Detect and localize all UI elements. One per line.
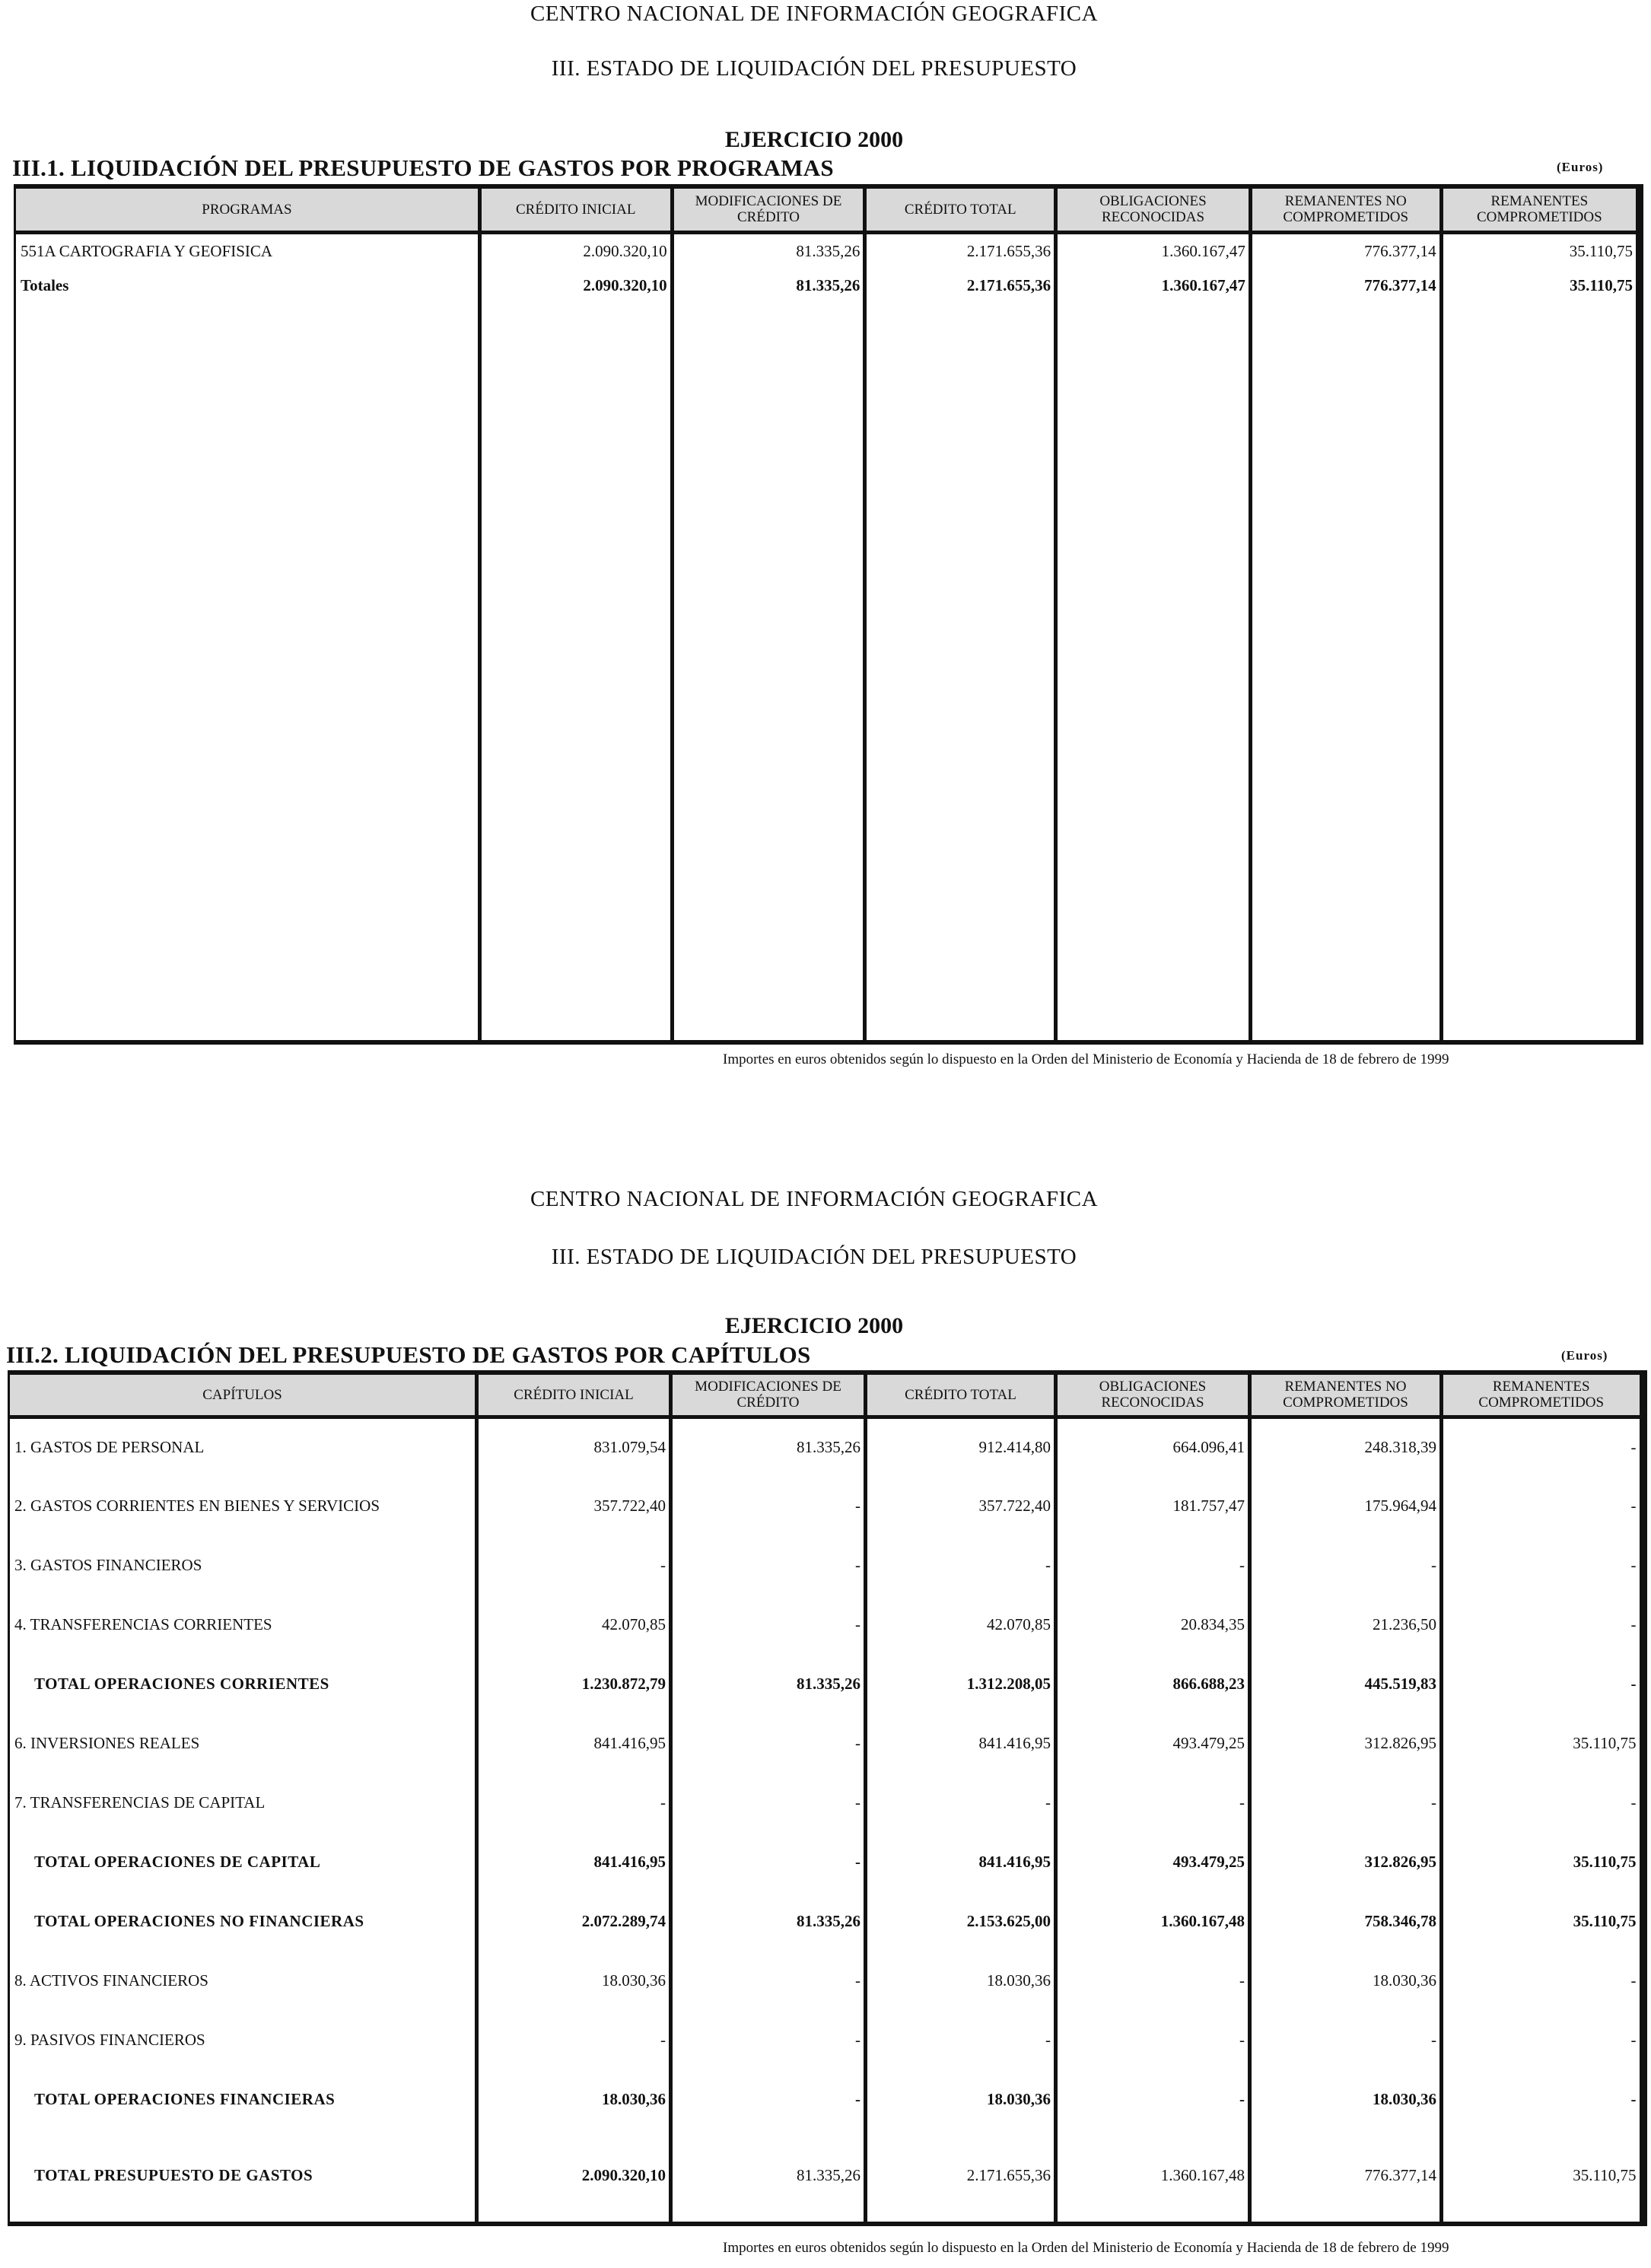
cell-obligaciones: - — [1056, 1951, 1250, 2010]
cell-remanentes-no: 758.346,78 — [1250, 1891, 1442, 1951]
subtotal-row — [9, 1654, 1643, 1713]
col-header-modificaciones: MODIFICACIONES DE CRÉDITO — [671, 1373, 866, 1417]
cell-remanentes-comp: - — [1442, 1417, 1643, 1476]
cell-remanentes-comp: - — [1442, 1535, 1643, 1595]
cell-obligaciones: 866.688,23 — [1056, 1654, 1250, 1713]
col-header-remanentes-comp: REMANENTES COMPROMETIDOS — [1442, 1373, 1643, 1417]
col-header-remanentes-no: REMANENTES NO COMPROMETIDOS — [1250, 186, 1441, 232]
statement-title-2: III. ESTADO DE LIQUIDACIÓN DEL PRESUPUESTO — [551, 1245, 1077, 1269]
empty-filler-row — [15, 302, 1640, 1042]
table-row — [9, 1951, 1643, 2010]
cell-credito-inicial: 1.230.872,79 — [477, 1654, 671, 1713]
cell-credito-total: 18.030,36 — [866, 2069, 1056, 2129]
row-label: Totales — [15, 269, 480, 302]
col-header-capitulos: CAPÍTULOS — [9, 1373, 477, 1417]
grand-total-row — [9, 2129, 1643, 2224]
section-title-programas: III.1. LIQUIDACIÓN DEL PRESUPUESTO DE GASTOS POR PROGRAMAS — [12, 154, 834, 181]
row-label: 2. GASTOS CORRIENTES EN BIENES Y SERVICIOS — [9, 1476, 477, 1535]
cell-credito-total: 2.171.655,36 — [865, 269, 1056, 302]
cell-credito-inicial: - — [477, 1773, 671, 1832]
subtotal-row — [9, 1891, 1643, 1951]
cell-obligaciones: 1.360.167,47 — [1056, 269, 1251, 302]
cell-remanentes-comp: - — [1442, 1476, 1643, 1535]
table-row — [9, 1773, 1643, 1832]
col-header-credito-total: CRÉDITO TOTAL — [865, 186, 1056, 232]
year-title-2: EJERCICIO 2000 — [724, 1313, 904, 1338]
section-title-capitulos: III.2. LIQUIDACIÓN DEL PRESUPUESTO DE GASTOS POR CAPÍTULOS — [6, 1341, 811, 1368]
footnote-2: Importes en euros obtenidos según lo dispuesto en la Orden del Ministerio de Economía y Hacienda de 18 de febrero de 1999 — [723, 2240, 1449, 2256]
cell-modificaciones: - — [671, 2010, 866, 2069]
cell-obligaciones: 181.757,47 — [1056, 1476, 1250, 1535]
cell-obligaciones: 1.360.167,48 — [1056, 1891, 1250, 1951]
cell-remanentes-no: - — [1250, 1773, 1442, 1832]
col-header-modificaciones: MODIFICACIONES DE CRÉDITO — [672, 186, 865, 232]
cell-obligaciones: - — [1056, 1535, 1250, 1595]
row-label: 8. ACTIVOS FINANCIEROS — [9, 1951, 477, 2010]
cell-remanentes-no: 445.519,83 — [1250, 1654, 1442, 1713]
cell-remanentes-no: 248.318,39 — [1250, 1417, 1442, 1476]
cell-credito-inicial: 357.722,40 — [477, 1476, 671, 1535]
org-title-1: CENTRO NACIONAL DE INFORMACIÓN GEOGRAFICA — [530, 2, 1099, 26]
cell-remanentes-no: - — [1250, 2010, 1442, 2069]
cell-modificaciones: 81.335,26 — [671, 1654, 866, 1713]
table-row — [9, 1713, 1643, 1773]
cell-obligaciones: - — [1056, 2069, 1250, 2129]
cell-obligaciones: 1.360.167,47 — [1056, 232, 1251, 269]
cell-remanentes-no: 312.826,95 — [1250, 1832, 1442, 1891]
subtotal-row — [9, 2069, 1643, 2129]
table-row — [9, 1417, 1643, 1476]
col-header-obligaciones: OBLIGACIONES RECONOCIDAS — [1056, 186, 1251, 232]
row-label: 9. PASIVOS FINANCIEROS — [9, 2010, 477, 2069]
cell-obligaciones: 1.360.167,48 — [1056, 2129, 1250, 2224]
org-title-2: CENTRO NACIONAL DE INFORMACIÓN GEOGRAFICA — [530, 1187, 1099, 1211]
cell-remanentes-comp: 35.110,75 — [1441, 269, 1640, 302]
cell-credito-inicial: 841.416,95 — [477, 1832, 671, 1891]
cell-credito-total: 841.416,95 — [866, 1713, 1056, 1773]
table-row — [9, 1476, 1643, 1535]
capitulos-table — [8, 1370, 1647, 2226]
cell-obligaciones: - — [1056, 1773, 1250, 1832]
cell-modificaciones: - — [671, 1535, 866, 1595]
year-title-1: EJERCICIO 2000 — [724, 127, 904, 152]
cell-credito-total: 357.722,40 — [866, 1476, 1056, 1535]
cell-credito-inicial: 42.070,85 — [477, 1595, 671, 1654]
programas-table — [14, 184, 1643, 1045]
cell-credito-inicial: - — [477, 2010, 671, 2069]
units-label-1: (Euros) — [1557, 160, 1604, 174]
table-row — [15, 232, 1640, 269]
cell-modificaciones: - — [671, 1476, 866, 1535]
cell-credito-inicial: 2.072.289,74 — [477, 1891, 671, 1951]
footnote-1: Importes en euros obtenidos según lo dispuesto en la Orden del Ministerio de Economía y Hacienda de 18 de febrero de 1999 — [723, 1051, 1449, 1067]
cell-remanentes-no: 776.377,14 — [1250, 2129, 1442, 2224]
cell-remanentes-comp: 35.110,75 — [1442, 1832, 1643, 1891]
cell-modificaciones: - — [671, 1713, 866, 1773]
col-header-programas: PROGRAMAS — [15, 186, 480, 232]
cell-modificaciones: - — [671, 1951, 866, 2010]
table-row — [9, 1595, 1643, 1654]
col-header-credito-inicial: CRÉDITO INICIAL — [479, 186, 672, 232]
cell-remanentes-no: 175.964,94 — [1250, 1476, 1442, 1535]
statement-title-1: III. ESTADO DE LIQUIDACIÓN DEL PRESUPUESTO — [551, 56, 1077, 81]
cell-remanentes-comp: 35.110,75 — [1442, 1891, 1643, 1951]
cell-remanentes-no: 776.377,14 — [1250, 269, 1441, 302]
cell-credito-total: 42.070,85 — [866, 1595, 1056, 1654]
cell-credito-inicial: 2.090.320,10 — [479, 232, 672, 269]
cell-credito-inicial: 831.079,54 — [477, 1417, 671, 1476]
cell-credito-total: 912.414,80 — [866, 1417, 1056, 1476]
cell-modificaciones: - — [671, 2069, 866, 2129]
row-label: TOTAL OPERACIONES DE CAPITAL — [9, 1832, 477, 1891]
cell-remanentes-comp: 35.110,75 — [1442, 1713, 1643, 1773]
table-header-row — [15, 186, 1640, 232]
cell-obligaciones: 20.834,35 — [1056, 1595, 1250, 1654]
cell-credito-inicial: 2.090.320,10 — [479, 269, 672, 302]
col-header-credito-total: CRÉDITO TOTAL — [866, 1373, 1056, 1417]
cell-remanentes-comp: - — [1442, 1654, 1643, 1713]
col-header-credito-inicial: CRÉDITO INICIAL — [477, 1373, 671, 1417]
cell-remanentes-comp: - — [1442, 2010, 1643, 2069]
cell-remanentes-no: 18.030,36 — [1250, 1951, 1442, 2010]
cell-obligaciones: 493.479,25 — [1056, 1832, 1250, 1891]
row-label: TOTAL PRESUPUESTO DE GASTOS — [9, 2129, 477, 2224]
cell-modificaciones: - — [671, 1773, 866, 1832]
cell-credito-total: 2.171.655,36 — [865, 232, 1056, 269]
cell-modificaciones: 81.335,26 — [672, 232, 865, 269]
cell-modificaciones: 81.335,26 — [671, 1417, 866, 1476]
row-label: 551A CARTOGRAFIA Y GEOFISICA — [15, 232, 480, 269]
cell-credito-total: 841.416,95 — [866, 1832, 1056, 1891]
cell-credito-inicial: - — [477, 1535, 671, 1595]
totals-row — [15, 269, 1640, 302]
cell-credito-inicial: 841.416,95 — [477, 1713, 671, 1773]
cell-credito-total: 2.171.655,36 — [866, 2129, 1056, 2224]
cell-remanentes-comp: 35.110,75 — [1442, 2129, 1643, 2224]
row-label: 1. GASTOS DE PERSONAL — [9, 1417, 477, 1476]
cell-remanentes-no: 21.236,50 — [1250, 1595, 1442, 1654]
cell-credito-inicial: 18.030,36 — [477, 2069, 671, 2129]
cell-remanentes-comp: - — [1442, 1951, 1643, 2010]
cell-remanentes-no: 776.377,14 — [1250, 232, 1441, 269]
row-label: 4. TRANSFERENCIAS CORRIENTES — [9, 1595, 477, 1654]
table-header-row — [9, 1373, 1643, 1417]
cell-modificaciones: 81.335,26 — [672, 269, 865, 302]
cell-obligaciones: - — [1056, 2010, 1250, 2069]
cell-credito-total: - — [866, 2010, 1056, 2069]
cell-remanentes-comp: - — [1442, 1595, 1643, 1654]
cell-remanentes-comp: 35.110,75 — [1441, 232, 1640, 269]
cell-credito-inicial: 2.090.320,10 — [477, 2129, 671, 2224]
row-label: TOTAL OPERACIONES FINANCIERAS — [9, 2069, 477, 2129]
cell-modificaciones: 81.335,26 — [671, 1891, 866, 1951]
table-row — [9, 2010, 1643, 2069]
cell-credito-total: 18.030,36 — [866, 1951, 1056, 2010]
cell-obligaciones: 664.096,41 — [1056, 1417, 1250, 1476]
row-label: TOTAL OPERACIONES NO FINANCIERAS — [9, 1891, 477, 1951]
subtotal-row — [9, 1832, 1643, 1891]
table-row — [9, 1535, 1643, 1595]
units-label-2: (Euros) — [1561, 1348, 1608, 1363]
cell-remanentes-no: 312.826,95 — [1250, 1713, 1442, 1773]
row-label: 6. INVERSIONES REALES — [9, 1713, 477, 1773]
row-label: 3. GASTOS FINANCIEROS — [9, 1535, 477, 1595]
cell-remanentes-comp: - — [1442, 2069, 1643, 2129]
col-header-remanentes-comp: REMANENTES COMPROMETIDOS — [1441, 186, 1640, 232]
cell-obligaciones: 493.479,25 — [1056, 1713, 1250, 1773]
cell-remanentes-no: - — [1250, 1535, 1442, 1595]
cell-remanentes-no: 18.030,36 — [1250, 2069, 1442, 2129]
cell-modificaciones: - — [671, 1595, 866, 1654]
cell-credito-total: 1.312.208,05 — [866, 1654, 1056, 1713]
row-label: TOTAL OPERACIONES CORRIENTES — [9, 1654, 477, 1713]
cell-modificaciones: 81.335,26 — [671, 2129, 866, 2224]
cell-credito-inicial: 18.030,36 — [477, 1951, 671, 2010]
row-label: 7. TRANSFERENCIAS DE CAPITAL — [9, 1773, 477, 1832]
cell-credito-total: 2.153.625,00 — [866, 1891, 1056, 1951]
cell-modificaciones: - — [671, 1832, 866, 1891]
cell-credito-total: - — [866, 1773, 1056, 1832]
col-header-obligaciones: OBLIGACIONES RECONOCIDAS — [1056, 1373, 1250, 1417]
cell-credito-total: - — [866, 1535, 1056, 1595]
cell-remanentes-comp: - — [1442, 1773, 1643, 1832]
col-header-remanentes-no: REMANENTES NO COMPROMETIDOS — [1250, 1373, 1442, 1417]
